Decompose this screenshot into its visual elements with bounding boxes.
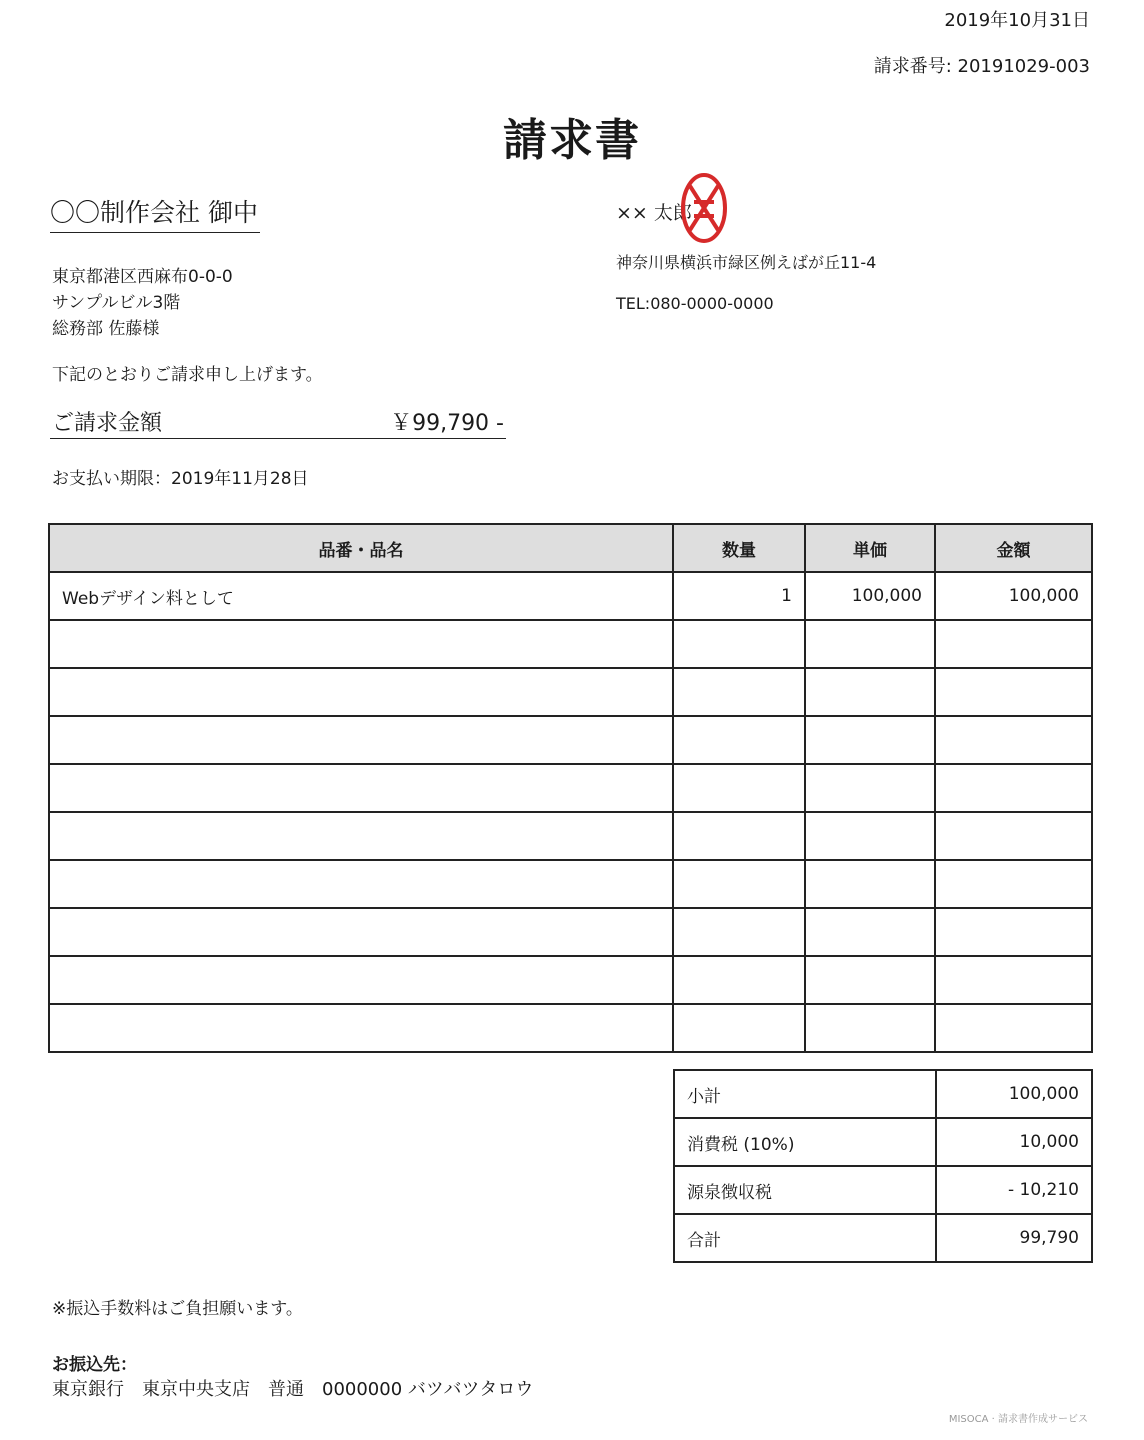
item-name	[49, 956, 673, 1004]
totals-table	[673, 1069, 1093, 1263]
tax-value: 10,000	[936, 1118, 1092, 1166]
item-quantity	[673, 716, 805, 764]
sender-name: ×× 太郎	[616, 202, 692, 224]
subtotal-row	[674, 1070, 1092, 1118]
document-title: 請求書	[503, 115, 641, 166]
client-contact: 総務部 佐藤様	[52, 319, 160, 339]
table-row	[49, 764, 1092, 812]
tax-label: 消費税 (10%)	[674, 1118, 936, 1166]
bank-label: お振込先：	[52, 1355, 137, 1375]
table-row	[49, 956, 1092, 1004]
item-quantity	[673, 812, 805, 860]
client-name: 〇〇制作会社 御中	[50, 196, 260, 233]
table-row	[49, 668, 1092, 716]
sender-address: 神奈川県横浜市緑区例えばが丘11-4	[616, 253, 877, 272]
table-row	[49, 908, 1092, 956]
item-quantity	[673, 956, 805, 1004]
table-row	[49, 572, 1092, 620]
item-quantity	[673, 1004, 805, 1052]
subtotal-value: 100,000	[936, 1070, 1092, 1118]
total-label: 合計	[674, 1214, 936, 1262]
table-row	[49, 860, 1092, 908]
item-name	[49, 908, 673, 956]
item-quantity	[673, 668, 805, 716]
item-unit-price	[805, 668, 935, 716]
item-amount	[935, 956, 1092, 1004]
issue-date: 2019年10月31日	[944, 10, 1090, 31]
item-name	[49, 860, 673, 908]
withholding-value: - 10,210	[936, 1166, 1092, 1214]
bank-info: 東京銀行 東京中央支店 普通 0000000 バツバツタロウ	[52, 1379, 534, 1400]
item-amount	[935, 1004, 1092, 1052]
header-amount: 金額	[935, 524, 1092, 572]
header-unit-price: 単価	[805, 524, 935, 572]
item-amount	[935, 716, 1092, 764]
total-value: 99,790	[936, 1214, 1092, 1262]
subtotal-label: 小計	[674, 1070, 936, 1118]
table-header-row	[49, 524, 1092, 572]
item-unit-price	[805, 1004, 935, 1052]
item-amount	[935, 668, 1092, 716]
item-unit-price	[805, 716, 935, 764]
item-unit-price	[805, 860, 935, 908]
item-amount: 100,000	[935, 572, 1092, 620]
invoice-number: 請求番号: 20191029-003	[873, 56, 1090, 77]
item-name	[49, 620, 673, 668]
item-amount	[935, 908, 1092, 956]
fee-note: ※振込手数料はご負担願います。	[52, 1299, 303, 1319]
intro-text: 下記のとおりご請求申し上げます。	[52, 365, 323, 385]
item-unit-price	[805, 764, 935, 812]
item-unit-price	[805, 908, 935, 956]
client-address-line1: 東京都港区西麻布0-0-0	[52, 267, 233, 287]
item-amount	[935, 860, 1092, 908]
item-name	[49, 1004, 673, 1052]
item-unit-price	[805, 956, 935, 1004]
item-name	[49, 668, 673, 716]
table-row	[49, 1004, 1092, 1052]
item-name	[49, 764, 673, 812]
sender-tel: TEL:080-0000-0000	[616, 294, 774, 313]
item-quantity	[673, 764, 805, 812]
header-quantity: 数量	[673, 524, 805, 572]
item-amount	[935, 812, 1092, 860]
tax-row	[674, 1118, 1092, 1166]
item-quantity	[673, 908, 805, 956]
header-item-name: 品番・品名	[49, 524, 673, 572]
client-address-line2: サンプルビル3階	[52, 293, 181, 313]
item-unit-price	[805, 812, 935, 860]
item-quantity	[673, 620, 805, 668]
billing-amount	[50, 402, 506, 439]
line-items-table	[48, 523, 1093, 1053]
item-quantity: 1	[673, 572, 805, 620]
billing-amount-value: ￥99,790 -	[390, 411, 504, 436]
billing-amount-label: ご請求金額	[52, 411, 163, 436]
item-amount	[935, 764, 1092, 812]
withholding-row	[674, 1166, 1092, 1214]
total-row	[674, 1214, 1092, 1262]
due-date: お支払い期限：2019年11月28日	[52, 469, 309, 489]
seal-stamp-icon	[680, 172, 728, 244]
footer-brand: MISOCA · 請求書作成サービス	[948, 1414, 1088, 1425]
item-unit-price: 100,000	[805, 572, 935, 620]
withholding-label: 源泉徴収税	[674, 1166, 936, 1214]
item-name	[49, 812, 673, 860]
table-row	[49, 812, 1092, 860]
table-row	[49, 620, 1092, 668]
item-name	[49, 716, 673, 764]
item-name: Webデザイン料として	[49, 572, 673, 620]
table-row	[49, 716, 1092, 764]
item-unit-price	[805, 620, 935, 668]
item-amount	[935, 620, 1092, 668]
item-quantity	[673, 860, 805, 908]
